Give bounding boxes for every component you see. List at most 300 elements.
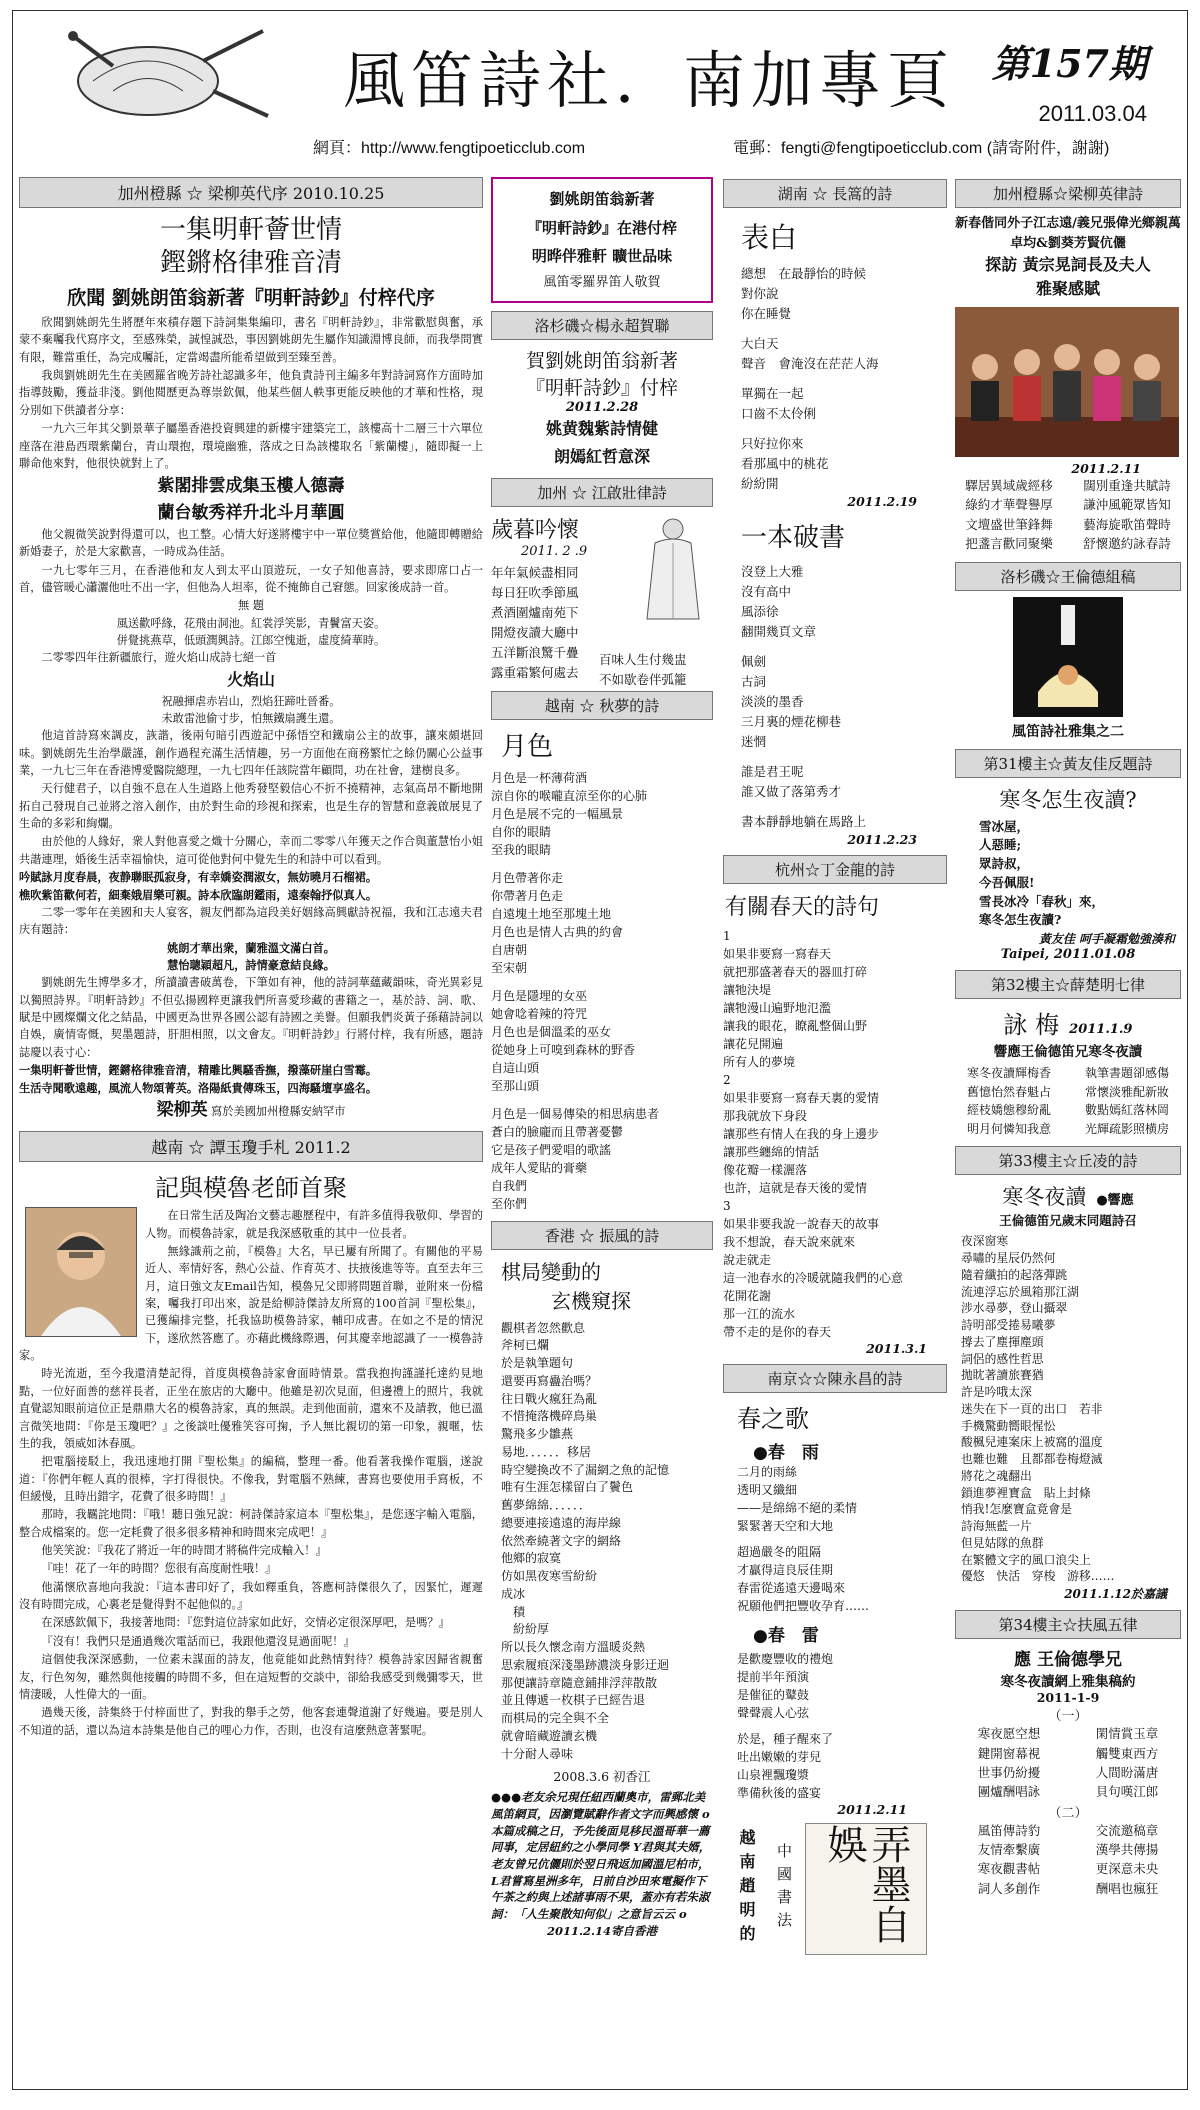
- bagpipe-logo-icon: [53, 21, 273, 131]
- poem-line: 3: [723, 1199, 731, 1213]
- poem-line: 那便讓詩章隨意鋪排浮萍散散: [501, 1675, 658, 1690]
- poem-line: 併覺挑燕草，低頭潤興詩。江郎空愧逝，虛度綺華時。: [116, 634, 386, 648]
- poem-line: 讓那些纏綿的情話: [723, 1145, 820, 1159]
- book-caption: 風笛詩社雅集之二: [1012, 723, 1124, 740]
- poem-line: 成年人愛貼的膏藥: [491, 1160, 588, 1175]
- article-body: [19, 1207, 483, 1739]
- poem-line: 斧柯已爛: [501, 1338, 550, 1353]
- book-cover: [955, 597, 1181, 717]
- poem-line: 謙沖風範眾皆知: [1083, 497, 1171, 513]
- poem-line: 年年氣候盡相同: [491, 564, 579, 580]
- paragraph: 這個使我深深感動，一位素未謀面的詩友，他竟能如此熱情對待？模魯詩家因歸省親奮友，行色匆匆，雖然與他接觸的時間不多，但在這短暫的交談中，卻給我感受到幾彌零天，世情淒暖，人性偉大的一面。: [19, 1653, 483, 1701]
- poem-line: 積: [501, 1604, 526, 1619]
- poem-line: 只好拉你來: [741, 436, 804, 451]
- poem-line: 不惜掩落機碎鳥巢: [501, 1409, 598, 1424]
- poem-line: 準備秋後的盛宴: [737, 1786, 822, 1800]
- article-title-line-2: 鏗鏘格律雅音清: [159, 247, 342, 278]
- poem-lines: [723, 1463, 947, 1615]
- poem-side-lines: [599, 650, 687, 690]
- paragraph: 無緣識荊之前，『模魯』大名，早已屢有所聞了。有關他的平易近人、率情好客，熱心公益、作育英才、扶掖後進等等。直至去年三月，這日強文友Email告知，模魯兄父即將問題首聯，並附來一份檔案，囑我打印出來，說是給柳詩傑詩友所寫的100首詞『聖松集』，已獲編排完整，托我協助模魯詩家，輔印成書。在如之不是的情況下，遂欣然答應了。亦藉此機緣際遇，何其慶幸地認識了一一模魯詩家。: [19, 1244, 483, 1363]
- poem-line: 舊夢綿綿．．．．．．: [501, 1498, 592, 1513]
- poem-subtitle: 響應王倫德笛兄寒冬夜讀: [993, 1044, 1143, 1060]
- heading: 『明軒詩鈔』付梓: [525, 377, 678, 400]
- poem-line: 並且傳遞一枚棋子已經告退: [501, 1693, 646, 1708]
- poem-header: [955, 1005, 1181, 1040]
- poem-line: 2: [723, 1073, 731, 1087]
- congrats-box: [491, 177, 713, 303]
- poem-line: 紛紛開: [741, 476, 779, 491]
- poem-line: 漢學共傳揚: [1095, 1842, 1159, 1857]
- poem-line: 常懷淡雅配新妝: [1084, 1084, 1169, 1099]
- paragraph: 欣聞劉姚朗先生將歷年來積存題下詩詞集集編印，書名『明軒詩鈔』，非常歡慰與奮，承蒙不棄囑我代寫序文，至感殊榮，誠惶誠恐，事因劉姚朗先生屬作知識淵博良師，而我學問實有限，難當重任，為完成囑託，定當竭盡所能希望做到至臻至善。: [19, 316, 483, 364]
- poem-line: 山泉裡飄瓊漿: [737, 1768, 810, 1782]
- poem-line: 鍵開窗幕視: [977, 1745, 1041, 1761]
- poem-line: 團爐酬唱詠: [977, 1784, 1041, 1800]
- poem-line: 月色也是情人古典的約會: [491, 924, 624, 939]
- poem-title: 無 題: [238, 599, 264, 613]
- poem-line: 於是執筆題句: [501, 1356, 574, 1371]
- headline: 探訪 黃宗晃詞長及夫人: [985, 255, 1151, 274]
- masthead: [13, 11, 1187, 159]
- poem-line: 沒有高中: [741, 584, 792, 599]
- poem-line: 他鄉的寂寞: [501, 1551, 562, 1566]
- poem-header: [955, 1181, 1181, 1211]
- section-bar: 加州橙縣☆梁柳英律詩: [955, 179, 1181, 208]
- calligraphy-block: [723, 1823, 947, 1955]
- poem-line: 在繁體文字的風口浪尖上: [961, 1552, 1091, 1567]
- poem-line: 雪長冰冷「春秋」來，: [979, 893, 1105, 909]
- poem-line: 涼自你的喉嚨直涼至你的心肺: [491, 788, 648, 803]
- poem-line: 也許，這就是春天後的愛情: [723, 1181, 868, 1195]
- poem-title: 應 王倫德學兄: [1014, 1650, 1122, 1671]
- poem-line: 就把那盛著春天的器皿打碎: [723, 965, 868, 979]
- poem-line: ——是綿綿不絕的柔情: [737, 1501, 858, 1515]
- paragraph: 一九六三年其父劉景華子屬墨香港投資興建的新樓宇建築完工，該樓高十二層三十六單位座落在港島西環紫蘭台，青山環抱，環境幽雅，落成之日為該樓取名「紫蘭樓」，隨即擬一上聯命他來對，他很快就對上了。: [19, 422, 483, 470]
- poem-place-date: Taipei, 2011.01.08: [1000, 947, 1136, 962]
- poem-grid: [955, 476, 1181, 554]
- poem-date: 2011.1.9: [1069, 1022, 1133, 1037]
- poem-line: 流連浮忘於風箱那江湖: [961, 1284, 1079, 1299]
- paragraph: 過幾天後，詩集終于付梓面世了，對我的舉手之勞，他客套連聲道謝了好幾遍。要是別人不知道的話，還以為這本詩集是他自己的哩心力作，否則，也沒有這麼熱意著緊呢。: [19, 1706, 483, 1737]
- author-note: ●●●老友余兄現任紐西蘭奧市，雷郵北美風笛網頁，因瀏覽賦辭作者文字而興感懷 o 本篇成稿之日，予先後面見移民溫哥華一薦同事，定居紐約之小學同學 Y君與其夫婿，老友曾兄伉儷則於翌日飛返加國溫尼柏市，L君嘗寫星洲多年，日前自沙田來電擬作下午茶之約與上述諸事雨不果，蓋亦有若朱淑詞：「人生聚散知何似」之意旨云云 o: [491, 1790, 711, 1922]
- poem-line: 涉水尋夢，登山攝翠: [961, 1301, 1068, 1316]
- poem-line: 像花瓣一樣灑落: [723, 1163, 808, 1177]
- column-3: [723, 171, 947, 2079]
- page: [12, 10, 1188, 2090]
- date: 2011.2.28: [565, 400, 639, 416]
- poem-line: 自這山頭: [491, 1060, 540, 1075]
- poem-line: 它是孩子們愛唱的歌謠: [491, 1142, 612, 1157]
- calligraphy-artwork: 弄墨自娛: [805, 1823, 927, 1955]
- poem-line: 不如歇卷伴弧籠: [599, 671, 687, 687]
- poem-line: 祝融揮虐赤岩山，烈焰狂蹄吐晉番。: [161, 694, 341, 708]
- poem-line: 依然牽繞著文字的網絡: [501, 1533, 622, 1548]
- poem-line: 還要再寫蠱治嗎？: [501, 1373, 598, 1388]
- poem-lines: [955, 1233, 1181, 1585]
- poem-line: 成冰: [501, 1586, 526, 1601]
- column-1: [19, 171, 483, 2079]
- poem-line: 如果非要我說一說春天的故事: [723, 1217, 880, 1231]
- poem-line: 這一池春水的冷暖就隨我們的心意: [723, 1271, 904, 1285]
- poem-line: 酸楓兒連案床上被窩的溫度: [961, 1435, 1103, 1450]
- poem-line: 未敢雷池偷寸步，怕無鐵扇護生還。: [161, 711, 341, 725]
- poem-line: 經枝嬌態穆紛亂: [966, 1103, 1051, 1118]
- poem-line: 寒冬怎生夜讀?: [979, 912, 1062, 928]
- poem-line: 緊緊著天空和大地: [737, 1519, 834, 1533]
- calligraphy-label: 中國書法: [775, 1843, 793, 1935]
- photo-date: 2011.2.11: [1071, 461, 1141, 476]
- poem-line: 至我的眼睛: [491, 842, 552, 857]
- poem-line: 悄我!怎麼寶盒竟會是: [961, 1502, 1072, 1517]
- poem-line: 鎖進夢裡寶盒 貼上封條: [961, 1485, 1091, 1500]
- portrait-icon: [26, 1208, 136, 1336]
- poem-line: 闊別重逢共賦詩: [1083, 478, 1171, 493]
- poem-title: 寒冬怎生夜讀?: [999, 787, 1137, 812]
- couplet-line: 姚朗才華出衆，蘭雅溫文滿白首。: [167, 940, 335, 955]
- poem-line: 酬唱也瘋狂: [1095, 1880, 1159, 1896]
- poem-title: 棋局變動的: [501, 1259, 601, 1284]
- paragraph: 他父親微笑說對得還可以，也工整。心情大好遂將樓宇中一單位獎賞給他，他隨即轉贈給新婚妻子，於是大家歡喜，一時成為佳話。: [19, 527, 483, 559]
- poem-line: 寒夜觀書帖: [977, 1861, 1041, 1877]
- poem-lines: [723, 264, 947, 494]
- poem-line: 蒼白的臉龐而且帶著憂鬱: [491, 1124, 624, 1139]
- website-link[interactable]: 網頁：http://www.fengtipoeticclub.com: [313, 140, 586, 157]
- poem-line: 月色是一杯薄荷酒: [491, 770, 588, 785]
- poem-line: 時空變換改不了漏網之魚的記憶: [501, 1462, 670, 1477]
- poem-line: 驛居異域歲經移: [965, 478, 1053, 493]
- group-photo: [955, 307, 1181, 461]
- paragraph: 二零零四年往新疆旅行，遊火焰山成詩七絕一首: [41, 651, 277, 665]
- paragraph: 二零一零年在美國和夫人宴客，親友們都為這段美好姻緣高興獻詩祝福，我和江志遠夫君庆有題詩：: [19, 905, 483, 937]
- poem-line: 如果非要寫一寫春天裏的愛情: [723, 1091, 880, 1105]
- poem-line: 翻開幾頁文章: [741, 624, 817, 639]
- poem-signature: 黃友佳 呵手凝霜勉強湊和: [1038, 932, 1175, 946]
- poem-line: 但見姑隊的魚群: [961, 1535, 1044, 1550]
- poem-line: 自遠塊土地至那塊土地: [491, 906, 612, 921]
- poem-line: 看那風中的桃花: [741, 456, 829, 471]
- poem-line: 祝願他們把豐收孕育……: [737, 1599, 870, 1613]
- poem-line: 紛紛厚: [501, 1622, 550, 1637]
- poem-line: 往日戰火瘋狂為亂: [501, 1391, 598, 1406]
- poem-line: 淡淡的墨香: [741, 694, 804, 709]
- paragraph: 由於他的人緣好，衆人對他喜愛之熾十分關心，幸而二零零八年獲天之作合與董慧怡小姐共諧連理，婚後生活幸福愉快，這可從他對何中覺先生的和詩中可以看到。: [19, 835, 483, 866]
- poem-line: 吟賦詠月度春晨，夜静聯眠孤寂身，有幸嬌姿潤淑女，無妨曉月石榴裙。: [19, 870, 378, 885]
- poem-line: 許是吟哦太深: [961, 1385, 1032, 1400]
- column-2: [491, 171, 713, 2079]
- poem-line: 迷失在下一頁的出口 若非: [961, 1401, 1103, 1416]
- couplet-line: 慧怡聰穎超凡，詩情豪意結良緣。: [167, 957, 335, 972]
- poem-grid: [955, 1821, 1181, 1899]
- section-bar: 第32樓主☆薛楚明七律: [955, 970, 1181, 999]
- poem-line: 自我們: [491, 1178, 528, 1193]
- poem-line: 月色帶著你走: [491, 870, 564, 885]
- section-bar: 南京☆☆陳永昌的詩: [723, 1364, 947, 1393]
- paragraph: 『哇！花了一年的時間？您很有高度耐性哦！』: [41, 1562, 277, 1576]
- poem-line: 讓牠決堤: [723, 983, 772, 997]
- poem-line: 詞人多創作: [977, 1880, 1041, 1896]
- poem-line: 你帶著月色走: [491, 888, 564, 903]
- poem-line: 觀棋者忽然歡息: [501, 1320, 586, 1335]
- poem-lines: [723, 1650, 947, 1802]
- paragraph: 那時，我羈詫地問：『哦！聽日強兄說：柯詩傑詩家這本『聖松集』，是您逐字輸入電腦，整合成檔案的。您一定耗費了很多很多精神和時間來完成吧！』: [19, 1508, 483, 1539]
- heading: 賀劉姚朗笛翁新著: [525, 350, 678, 373]
- paragraph: 他笑笑說：『我花了將近一年的時間才將稿件完成輸入！』: [41, 1544, 327, 1558]
- poem-title: 春之歌: [737, 1405, 809, 1433]
- paragraph: 他這首詩寫來調皮，詼諧，後兩句暗引西遊記中孫悟空和鐵扇公主的故事，讓來頗堪回味。劉姚朗先生治學嚴謹，創作過程充滿生活情趣，另一方面他在商務繁忙之餘仍關心公益事業，一九七三年在香港博愛醫院總理，一九七四年任該院當年顧問，功在社會，建樹良多。: [19, 729, 483, 778]
- group-photo-icon: [955, 307, 1179, 457]
- poem-subtitle: 寒冬夜讀網上雅集稿約: [1000, 1674, 1136, 1691]
- poem-line: 風添徐: [741, 604, 779, 619]
- poem-line: 把盞言歡同聚樂: [965, 536, 1053, 552]
- email-link[interactable]: 電郵：fengti@fengtipoeticclub.com (請寄附件，謝謝): [733, 140, 1110, 157]
- poem-line: 月色也是個溫柔的巫女: [491, 1024, 612, 1039]
- poem-line: 世事仍紛擾: [977, 1764, 1041, 1780]
- poem-title: 表白: [741, 221, 798, 254]
- poem-line: 於是，種子醒來了: [737, 1732, 834, 1746]
- poem-line: 舒懷邀約詠春詩: [1083, 536, 1171, 552]
- paragraph: 我與劉姚朗先生在美國羅省晚芳詩社認識多年，他負責詩刊主編多年對詩詞寫作方面時加指導鼓勵，獲益非淺。劉他閱歷更為尊崇欽佩，他某些個人軼事更能反映他的才華和性格，現分別如下供讀者分享：: [19, 369, 483, 417]
- poem-line: 驚飛多少雛燕: [501, 1427, 574, 1442]
- poem-line: 讓牠漫山遍野地氾濫: [723, 1001, 832, 1015]
- poem-line: 是歡慶豐收的禮炮: [737, 1652, 834, 1666]
- poem-grid: [955, 1724, 1181, 1802]
- poem-line: 一集明軒薈世情，鏗鏘格律雅音清，精雕比興騷香撫，撥藻研崖白雪霉。: [19, 1063, 378, 1078]
- section-bar: 加州橙縣 ☆ 梁柳英代序 2010.10.25: [19, 177, 483, 208]
- poem-line: 生活寺聞歌遠趣，風流人物頌菁英。洛陽紙貴傳珠玉，四海騷壇享盛名。: [19, 1080, 378, 1095]
- poem-title: 詠 梅: [1003, 1011, 1060, 1039]
- poem-line: 眾詩叔，: [979, 856, 1030, 871]
- poem-line: 詞侶的感性哲思: [961, 1351, 1044, 1366]
- couplet-line: 朗嫣紅哲意深: [553, 446, 650, 466]
- poem-line: 佩劍: [741, 654, 767, 669]
- book-cover-icon: [1013, 597, 1123, 717]
- couplet-line: 蘭台敏秀祥升北斗月華圓: [157, 502, 345, 523]
- poem-line: 迷惘: [741, 734, 767, 749]
- poem-line: 綠約才華聲譽厚: [965, 497, 1053, 513]
- paragraph: 『沒有！我們只是通過幾次電話而已，我跟他還沒見過面呢！』: [41, 1634, 355, 1648]
- poem-line: 而棋局的完全與不全: [501, 1711, 610, 1726]
- poem-line: 聲聲震人心弦: [737, 1706, 810, 1720]
- poem-line: 人間盼滿唐: [1095, 1764, 1159, 1780]
- poem-date: 2008.3.6 初香江: [553, 1769, 651, 1785]
- section-bar: 第33樓主☆丘凌的詩: [955, 1146, 1181, 1175]
- poem-line: 至宋朝: [491, 960, 528, 975]
- poem-subtitle: ●春 雨: [753, 1443, 819, 1463]
- poem-line: 舊憶怡然春魁占: [966, 1084, 1051, 1099]
- poem-line: 更深意未央: [1095, 1861, 1159, 1877]
- poem-block: [491, 513, 713, 687]
- poem-lines: [491, 769, 713, 1213]
- poem-line: 風笛傳詩豹: [977, 1822, 1041, 1838]
- poem-date: 2011. 2 .9: [521, 543, 588, 559]
- poem-line: 超過嚴冬的阻隔: [737, 1545, 822, 1559]
- poem-line: 自你的眼睛: [491, 824, 552, 839]
- poem-line: 人惡睡;: [979, 837, 1022, 853]
- poem-line: 月色是一個易傳染的相思病患者: [491, 1106, 660, 1121]
- poem-line: 文壇盛世筆鋒舞: [965, 516, 1053, 532]
- poem-line: 至那山頭: [491, 1078, 540, 1093]
- poem-line: 也難也難 且都都卷梅燈滅: [961, 1452, 1103, 1467]
- poem-line: 誰是君王呢: [741, 764, 804, 779]
- author-note: 寫於美國加州橙縣安納罕市: [211, 1104, 346, 1118]
- poem-part: （二）: [1048, 1805, 1088, 1821]
- poem-line: 自唐朝: [491, 942, 528, 957]
- section-bar: 湖南 ☆ 長篙的詩: [723, 179, 947, 208]
- poem-line: 說走就走: [723, 1253, 772, 1267]
- box-line: 『明軒詩鈔』在港付梓: [526, 218, 677, 237]
- section-bar: 洛杉磯☆楊永超賀聯: [491, 311, 713, 340]
- poem-line: 雪冰屋，: [979, 818, 1030, 834]
- poem-date: 2011.3.1: [866, 1341, 927, 1356]
- poem-date: 2011.2.23: [847, 832, 917, 847]
- headline: 新春偕同外子江志遠/義兄張偉光鄉親萬卓均&劉葵芳賢伉儷: [955, 216, 1181, 251]
- poem-title: 月色: [501, 731, 554, 762]
- poem-line: 總要連接遠遠的海岸線: [501, 1515, 622, 1530]
- section-bar: 第34樓主☆扶風五律: [955, 1610, 1181, 1639]
- poem-line: 月色是展不完的一幅風景: [491, 806, 624, 821]
- poem-line: 讓花兒開遍: [723, 1037, 784, 1051]
- poem-date: 2011.1.12於嘉議: [1064, 1587, 1167, 1602]
- couplet-line: 紫閣排雲成集玉樓人德壽: [157, 476, 345, 497]
- poem-line: 隨着纖拍的起落彈跳: [961, 1267, 1068, 1282]
- poem-date: 2011.2.19: [847, 494, 917, 509]
- poem-line: 夜深窗寒: [961, 1234, 1009, 1249]
- box-line: 明晔伴雅軒 曠世品味: [531, 247, 673, 265]
- poem-line: 仿如黑夜寒雪紛紛: [501, 1569, 598, 1584]
- poem-subtitle: 王倫德笛兄歲末同題詩召: [999, 1213, 1137, 1229]
- paragraph: 把電腦接駁上，我迅速地打開『聖松集』的編稿，整理一番。他看著我操作電腦，遂說道：『你們年輕人真的很棒，字打得很快。不像我，對電腦不熟練，書寫也要使用手寫板，不但緩慢，且時出錯字，花費了很多時間！』: [19, 1455, 483, 1503]
- poem-line: 開燈夜讀大廳中: [491, 624, 579, 640]
- poem-line: 將花之魂翻出: [961, 1468, 1032, 1483]
- poem-line: 五洋斷浪驚千疊: [491, 644, 579, 660]
- poem-line: 單獨在一起: [741, 386, 804, 401]
- poem-lines: [955, 818, 1181, 931]
- poem-line: 十分耐人尋味: [501, 1746, 574, 1761]
- paragraph: 天行健君子，以自強不息在人生道路上他秀發堅毅信心不折不撓精神，志氣高昂不斷地開拓自己發現自己並將之溶入創作，由於對生命的珍視和探索，也是生存的智慧和意義啟展見了生命的多彩和絢爛。: [19, 782, 483, 831]
- poem-line: 煮酒圍爐南苑下: [491, 604, 579, 620]
- note-date: 2011.2.14寄自香港: [546, 1923, 658, 1938]
- paragraph: 他滿懷欣喜地向我說：『這本書印好了，我如釋重負，答應柯詩傑很久了，因緊忙，遲遲沒有時間完成，心裏老是覺得對不起他似的。』: [19, 1580, 483, 1612]
- poem-line: 你在睡覺: [741, 306, 792, 321]
- section-bar: 香港 ☆ 振風的詩: [491, 1221, 713, 1250]
- poem-line: 拋眈著讀旅賽猶: [961, 1368, 1044, 1383]
- section-bar: 杭州☆丁金龍的詩: [723, 855, 947, 884]
- poem-title: 有關春天的詩句: [725, 895, 880, 920]
- paragraph: 劉姚朗先生博學多才，所讀讀書破萬卷，下筆如有神，他的詩詞華蘊藏韻味，奇光異彩見以獨照詩界。『明軒詩鈔』不但弘揚國粹更讓我們所喜愛珍藏的書籍之一，基於詩、詞、歌、賦是中國燦爛文化之結晶，中國更為世界各國公認有詩國之美譽。但願我們炎黃子孫藉詩詞以自娛，廣情寄慨，契墨題詩，肝胆相照，以文會友。『明軒詩鈔』行將付梓，我有所感，題詩誌慶以表寸心：: [19, 976, 483, 1059]
- poem-line: 所有人的夢境: [723, 1055, 796, 1069]
- poem-line: 透明又纖細: [737, 1483, 798, 1497]
- poem-line: 那我就放下身段: [723, 1109, 808, 1123]
- author-photo: [25, 1207, 137, 1337]
- poem-line: 手機驚動嚮眼惺忪: [961, 1418, 1056, 1433]
- poem-line: 寒夜愿空想: [977, 1726, 1041, 1742]
- calligrapher-label: 越南趙明的: [737, 1829, 756, 1949]
- poem-line: 數點嫣紅落林岡: [1084, 1103, 1169, 1118]
- paragraph: 在深感欽佩下，我接著地問：『您對這位詩家如此好，交情必定很深厚吧，是嗎？』: [41, 1616, 450, 1630]
- poem-line: 才贏得這良辰佳期: [737, 1563, 834, 1577]
- poem-line: 優悠 快活 穿梭 游移……: [961, 1569, 1115, 1584]
- poem-line: 從她身上可嗅到森林的野香: [491, 1042, 636, 1057]
- poem-line: 誰又做了落第秀才: [741, 784, 842, 799]
- article-title: 記與模魯老師首聚: [155, 1174, 347, 1203]
- poem-line: 今吾佩服!: [979, 874, 1035, 890]
- poem-date: 2011.2.11: [837, 1802, 907, 1817]
- poem-line: 她會唸着辣的符咒: [491, 1006, 588, 1021]
- poem-subtitle: ●春 雷: [753, 1626, 819, 1646]
- poem-line: 撐去了塵揮塵頭: [961, 1334, 1044, 1349]
- poem-line: 詩海無藍一片: [961, 1519, 1032, 1534]
- masthead-title: 風笛詩社．南加專頁: [343, 44, 956, 117]
- section-bar: 越南 ☆ 秋夢的詩: [491, 691, 713, 720]
- poem-title: 火焰山: [226, 669, 275, 689]
- headline: 雅聚感賦: [1035, 279, 1100, 298]
- paragraph: 時光流逝，至今我還清楚記得，首度與模魯詩家會面時情景。當我抱拘謹謹托達約見地點，一位好面善的慈祥長者，正坐在旅店的大廳中。他雖是初次見面，但邊禮上的照片，我就直覺認知眼前這位正是鼎鼎大名的模魯詩家，真的無誤。走到他面前，還來不及請教，他已溫言微笑地問：『你是玉瓊吧？』之後談吐優雅笑容可掬，予人無比親切的第一印象，親暱，怯生的我，領威如沐春風。: [19, 1367, 483, 1450]
- poem-line: 寒冬夜讀輝梅香: [966, 1066, 1051, 1080]
- poem-title: 一本破書: [741, 523, 846, 553]
- poem-line: 光輝疏影照横房: [1084, 1121, 1169, 1136]
- section-bar: 加州 ☆ 江啟壯律詩: [491, 478, 713, 507]
- poem-response: ●響應: [1096, 1193, 1134, 1209]
- article-body: [19, 314, 483, 1123]
- author-line: [19, 1097, 483, 1123]
- poem-line: 書本靜靜地躺在馬路上: [741, 814, 867, 829]
- poem-line: 詩明部受捲易曦夢: [961, 1318, 1056, 1333]
- poem-line: 春雷從遙遠天邊喝來: [737, 1581, 846, 1595]
- poem-line: 那一江的流水: [723, 1307, 796, 1321]
- poem-line: 如果非要寫一寫春天: [723, 947, 832, 961]
- poem-title: 玄機窺探: [551, 1288, 631, 1313]
- author-name: 梁柳英: [156, 1099, 208, 1120]
- poem-line: 是催征的鼙鼓: [737, 1688, 810, 1702]
- issue-date: 2011.03.04: [1038, 101, 1147, 126]
- poem-line: 總想 在最靜怡的時候: [741, 266, 867, 281]
- poem-line: 古詞: [741, 674, 767, 689]
- poem-line: 對你說: [741, 286, 779, 301]
- poem-line: 口齒不太伶俐: [741, 406, 817, 421]
- poem-lines: [723, 562, 947, 832]
- poem-line: 閑情賞玉章: [1095, 1726, 1159, 1742]
- poem-line: 提前半年預演: [737, 1670, 810, 1684]
- poem-date: 2011-1-9: [1036, 1690, 1100, 1706]
- poem-line: 友情牽繫廣: [977, 1842, 1041, 1857]
- poem-lines: [723, 927, 947, 1341]
- poem-line: 二月的雨絲: [737, 1465, 798, 1479]
- poem-title: 歲暮吟懷: [491, 517, 580, 543]
- section-bar: 越南 ☆ 譚玉瓊手札 2011.2: [19, 1131, 483, 1162]
- paragraph: 一九七零年三月，在香港他和友人到太平山頂遊玩，一女子知他喜詩，要求即席口占一首，儘管暖心瀟灑他吐不出一字，但他為人坦率，從不掩飾自己窘態。回家後成詩一首。: [19, 563, 483, 594]
- poem-line: 我不想說，春天說來就來: [723, 1235, 856, 1249]
- poem-grid: [955, 1064, 1181, 1138]
- poem-title: 寒冬夜讀: [1002, 1185, 1087, 1210]
- poem-line: 至你們: [491, 1196, 528, 1211]
- poem-line: 唯有生涯怎樣留白了鬢色: [501, 1480, 634, 1495]
- poem-lines: [491, 563, 609, 683]
- article-title-line-1: 一集明軒薈世情: [159, 215, 342, 245]
- couplet-line: 姚黄魏紫詩情健: [545, 419, 658, 439]
- poem-line: 藝海旋歌笛聲時: [1083, 516, 1171, 532]
- issue-number: 第157期: [991, 41, 1147, 86]
- article-subtitle: 欣聞 劉姚朗笛翁新著『明軒詩鈔』付梓代序: [67, 287, 435, 309]
- poem-line: 所以長久懷念南方溫暖炎熱: [501, 1640, 646, 1655]
- poem-line: 三月裏的煙花柳巷: [741, 714, 842, 729]
- poem-line: 貝句嘆江郎: [1095, 1784, 1159, 1800]
- poem-line: 沒登上大雅: [741, 564, 804, 579]
- poem-line: 聲音 會淹沒在茫茫人海: [741, 356, 879, 371]
- poem-line: 交流邀稿章: [1095, 1822, 1159, 1838]
- poem-line: 思索履痕深淺墨跡濃淡身影迂迴: [501, 1657, 670, 1672]
- box-line: 風笛零羅界笛人敬賀: [543, 274, 661, 290]
- poem-line: 1: [723, 929, 731, 943]
